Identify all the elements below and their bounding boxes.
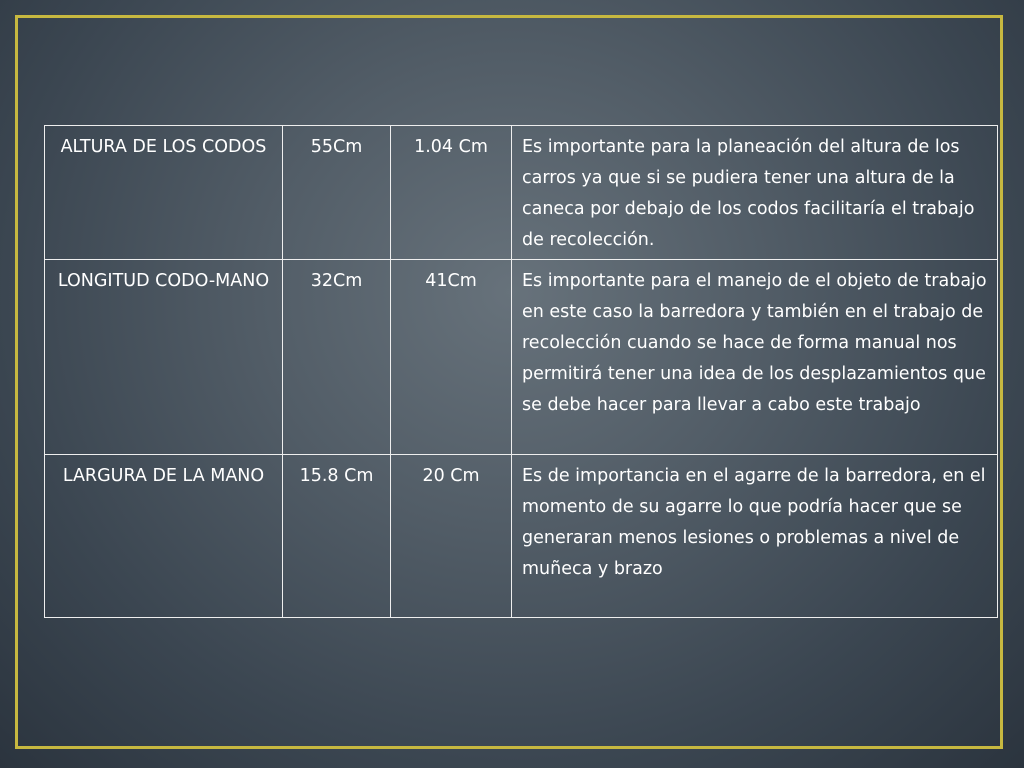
description-cell: Es importante para el manejo de el objeto de trabajo en este caso la barredora y también en el trabajo de recolección cuando se hace de forma manual nos permitirá tener una idea de los desplazamientos que se debe hacer para llevar a cabo este trabajo: [512, 260, 998, 455]
table-row: [45, 126, 998, 260]
anthropometric-table: [44, 125, 998, 618]
value-1-cell: 55Cm: [283, 126, 391, 260]
value-2-cell: 20 Cm: [391, 455, 512, 618]
measure-cell: LONGITUD CODO-MANO: [45, 260, 283, 455]
measure-cell: ALTURA DE LOS CODOS: [45, 126, 283, 260]
table-row: [45, 455, 998, 618]
value-1-cell: 32Cm: [283, 260, 391, 455]
table-row: [45, 260, 998, 455]
description-cell: Es de importancia en el agarre de la barredora, en el momento de su agarre lo que podría hacer que se generaran menos lesiones o problemas a nivel de muñeca y brazo: [512, 455, 998, 618]
value-2-cell: 1.04 Cm: [391, 126, 512, 260]
measure-cell: LARGURA DE LA MANO: [45, 455, 283, 618]
value-2-cell: 41Cm: [391, 260, 512, 455]
value-1-cell: 15.8 Cm: [283, 455, 391, 618]
description-cell: Es importante para la planeación del altura de los carros ya que si se pudiera tener una altura de la caneca por debajo de los codos facilitaría el trabajo de recolección.: [512, 126, 998, 260]
